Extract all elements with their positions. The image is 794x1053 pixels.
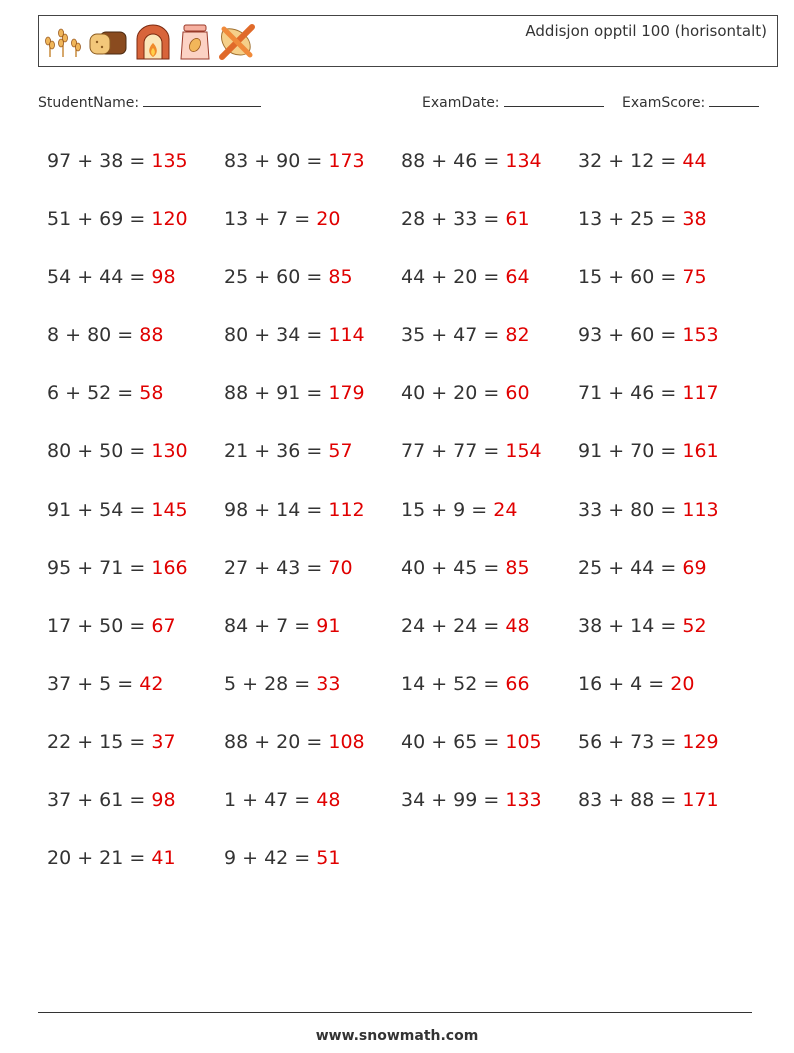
- problem-answer: 88: [139, 324, 164, 347]
- problem-item: [47, 378, 224, 436]
- problem-item: [224, 843, 401, 901]
- problem-item: [401, 611, 578, 669]
- problem-answer: 67: [151, 614, 176, 637]
- problem-row: [47, 727, 767, 785]
- problem-answer: 66: [505, 672, 530, 695]
- problem-row: [47, 262, 767, 320]
- problem-answer: 37: [151, 730, 176, 753]
- problem-item: [401, 785, 578, 843]
- problem-item: [224, 262, 401, 320]
- problem-item: [224, 204, 401, 262]
- problem-item: [47, 785, 224, 843]
- problem-question: 6 + 52 =: [47, 382, 140, 405]
- worksheet-title: Addisjon opptil 100 (horisontalt): [525, 22, 767, 40]
- problem-item: [224, 436, 401, 494]
- problem-answer: 98: [151, 266, 176, 289]
- problem-question: 40 + 20 =: [401, 382, 506, 405]
- problem-question: 38 + 14 =: [578, 614, 683, 637]
- problem-answer: 38: [682, 208, 707, 231]
- problem-row: [47, 669, 767, 727]
- problem-answer: 173: [328, 150, 365, 172]
- problem-answer: 129: [682, 730, 719, 753]
- student-name-label: StudentName:: [38, 95, 140, 111]
- problem-answer: 134: [505, 150, 542, 172]
- problem-item: [401, 378, 578, 436]
- problem-item: [47, 495, 224, 553]
- problem-item: [47, 553, 224, 611]
- problem-item: [401, 553, 578, 611]
- problem-question: 37 + 5 =: [47, 672, 140, 695]
- problem-item: [578, 146, 755, 204]
- problem-row: [47, 146, 767, 204]
- problem-question: 91 + 54 =: [47, 498, 152, 521]
- problem-item: [47, 436, 224, 494]
- bread-loaf-icon: [88, 26, 128, 58]
- problem-question: 88 + 46 =: [401, 150, 506, 172]
- problem-item: [401, 436, 578, 494]
- problem-answer: 41: [151, 847, 176, 870]
- problem-question: 13 + 7 =: [224, 208, 317, 231]
- exam-score-label: ExamScore:: [622, 95, 706, 111]
- exam-score-field: [622, 92, 759, 111]
- problem-question: 84 + 7 =: [224, 614, 317, 637]
- problem-question: 1 + 47 =: [224, 789, 317, 812]
- problem-item: [224, 785, 401, 843]
- problem-question: 15 + 60 =: [578, 266, 683, 289]
- exam-date-label: ExamDate:: [422, 95, 500, 111]
- problem-item: [401, 146, 578, 204]
- problem-item: [578, 495, 755, 553]
- problem-question: 13 + 25 =: [578, 208, 683, 231]
- problem-answer: 113: [682, 498, 719, 521]
- problem-row: [47, 495, 767, 553]
- problem-question: 40 + 65 =: [401, 730, 506, 753]
- problem-item: [47, 669, 224, 727]
- problem-answer: 117: [682, 382, 719, 405]
- problem-item: [578, 436, 755, 494]
- problem-answer: 51: [316, 847, 341, 870]
- problem-row: [47, 204, 767, 262]
- problem-item: [401, 727, 578, 785]
- student-name-line: [143, 92, 261, 107]
- problem-item: [224, 669, 401, 727]
- exam-date-field: [422, 92, 604, 111]
- problem-question: 21 + 36 =: [224, 440, 329, 463]
- problem-item: [47, 146, 224, 204]
- problem-question: 5 + 28 =: [224, 672, 317, 695]
- problem-answer: 130: [151, 440, 188, 463]
- problem-answer: 135: [151, 150, 188, 172]
- problem-answer: 24: [493, 498, 518, 521]
- problem-question: 80 + 50 =: [47, 440, 152, 463]
- problem-row: [47, 553, 767, 611]
- problem-question: 71 + 46 =: [578, 382, 683, 405]
- problem-item: [578, 553, 755, 611]
- problem-question: 34 + 99 =: [401, 789, 506, 812]
- problem-item: [224, 611, 401, 669]
- problem-answer: 91: [316, 614, 341, 637]
- student-name-field: [38, 92, 261, 111]
- problem-question: 20 + 21 =: [47, 847, 152, 870]
- header-icons: [44, 22, 256, 62]
- problem-item: [401, 262, 578, 320]
- problem-row: [47, 320, 767, 378]
- problem-item: [224, 553, 401, 611]
- problem-question: 40 + 45 =: [401, 556, 506, 579]
- problem-answer: 85: [505, 556, 530, 579]
- problem-item: [578, 320, 755, 378]
- problem-answer: 98: [151, 789, 176, 812]
- problem-question: 44 + 20 =: [401, 266, 506, 289]
- problem-item: [578, 262, 755, 320]
- problem-answer: 114: [328, 324, 365, 347]
- problem-row: [47, 611, 767, 669]
- problem-question: 88 + 91 =: [224, 382, 329, 405]
- problem-question: 54 + 44 =: [47, 266, 152, 289]
- footer-divider: [38, 1012, 752, 1013]
- worksheet-header: [38, 15, 778, 67]
- problem-row: [47, 843, 767, 901]
- footer-site: www.snowmath.com: [315, 1028, 479, 1044]
- problem-item: [47, 204, 224, 262]
- problem-item: [47, 262, 224, 320]
- problem-answer: 112: [328, 498, 365, 521]
- exam-score-line: [709, 92, 759, 107]
- problem-question: 28 + 33 =: [401, 208, 506, 231]
- problem-question: 16 + 4 =: [578, 672, 671, 695]
- problem-item: [224, 146, 401, 204]
- problem-question: 83 + 90 =: [224, 150, 329, 172]
- problem-item: [47, 843, 224, 901]
- problem-item: [578, 378, 755, 436]
- problem-answer: 69: [682, 556, 707, 579]
- problem-item: [47, 611, 224, 669]
- problem-answer: 20: [670, 672, 695, 695]
- problem-answer: 179: [328, 382, 365, 405]
- problem-answer: 161: [682, 440, 719, 463]
- problem-question: 37 + 61 =: [47, 789, 152, 812]
- problem-answer: 60: [505, 382, 530, 405]
- problem-answer: 145: [151, 498, 188, 521]
- problem-question: 56 + 73 =: [578, 730, 683, 753]
- problem-question: 27 + 43 =: [224, 556, 329, 579]
- problem-answer: 64: [505, 266, 530, 289]
- problem-question: 22 + 15 =: [47, 730, 152, 753]
- problem-answer: 108: [328, 730, 365, 753]
- problem-question: 77 + 77 =: [401, 440, 506, 463]
- problem-question: 25 + 60 =: [224, 266, 329, 289]
- problem-question: 97 + 38 =: [47, 150, 152, 172]
- problem-answer: 153: [682, 324, 719, 347]
- problem-item: [401, 495, 578, 553]
- problem-item: [47, 320, 224, 378]
- problem-row: [47, 378, 767, 436]
- problem-question: 9 + 42 =: [224, 847, 317, 870]
- problem-item: [224, 727, 401, 785]
- problem-item: [578, 204, 755, 262]
- problem-question: 24 + 24 =: [401, 614, 506, 637]
- problem-question: 91 + 70 =: [578, 440, 683, 463]
- problem-question: 15 + 9 =: [401, 498, 494, 521]
- problem-question: 98 + 14 =: [224, 498, 329, 521]
- problem-question: 33 + 80 =: [578, 498, 683, 521]
- problem-item: [578, 785, 755, 843]
- problem-answer: 48: [316, 789, 341, 812]
- problem-grid: [47, 146, 767, 901]
- problem-question: 51 + 69 =: [47, 208, 152, 231]
- problem-answer: 171: [682, 789, 719, 812]
- problem-item: [578, 669, 755, 727]
- problem-answer: 61: [505, 208, 530, 231]
- problem-question: 17 + 50 =: [47, 614, 152, 637]
- problem-answer: 120: [151, 208, 188, 231]
- flour-sack-icon: [178, 23, 212, 61]
- problem-question: 95 + 71 =: [47, 556, 152, 579]
- problem-item: [401, 320, 578, 378]
- problem-answer: 33: [316, 672, 341, 695]
- wheat-icon: [44, 25, 82, 59]
- problem-question: 25 + 44 =: [578, 556, 683, 579]
- problem-answer: 48: [505, 614, 530, 637]
- problem-answer: 133: [505, 789, 542, 812]
- problem-question: 83 + 88 =: [578, 789, 683, 812]
- problem-item: [224, 495, 401, 553]
- problem-question: 14 + 52 =: [401, 672, 506, 695]
- problem-answer: 44: [682, 150, 707, 172]
- problem-answer: 52: [682, 614, 707, 637]
- problem-answer: 42: [139, 672, 164, 695]
- problem-question: 80 + 34 =: [224, 324, 329, 347]
- problem-item: [401, 669, 578, 727]
- problem-item: [578, 611, 755, 669]
- problem-question: 88 + 20 =: [224, 730, 329, 753]
- exam-date-line: [504, 92, 604, 107]
- rolling-pin-icon: [218, 23, 256, 61]
- problem-item: [47, 727, 224, 785]
- problem-row: [47, 436, 767, 494]
- problem-question: 32 + 12 =: [578, 150, 683, 172]
- problem-answer: 82: [505, 324, 530, 347]
- problem-question: 93 + 60 =: [578, 324, 683, 347]
- problem-question: 35 + 47 =: [401, 324, 506, 347]
- problem-answer: 85: [328, 266, 353, 289]
- problem-answer: 75: [682, 266, 707, 289]
- oven-icon: [134, 23, 172, 61]
- problem-question: 8 + 80 =: [47, 324, 140, 347]
- problem-item: [224, 320, 401, 378]
- problem-answer: 105: [505, 730, 542, 753]
- problem-item: [578, 727, 755, 785]
- problem-answer: 166: [151, 556, 188, 579]
- problem-item: [401, 204, 578, 262]
- problem-answer: 154: [505, 440, 542, 463]
- problem-answer: 20: [316, 208, 341, 231]
- problem-answer: 58: [139, 382, 164, 405]
- problem-answer: 57: [328, 440, 353, 463]
- problem-row: [47, 785, 767, 843]
- problem-item: [224, 378, 401, 436]
- problem-answer: 70: [328, 556, 353, 579]
